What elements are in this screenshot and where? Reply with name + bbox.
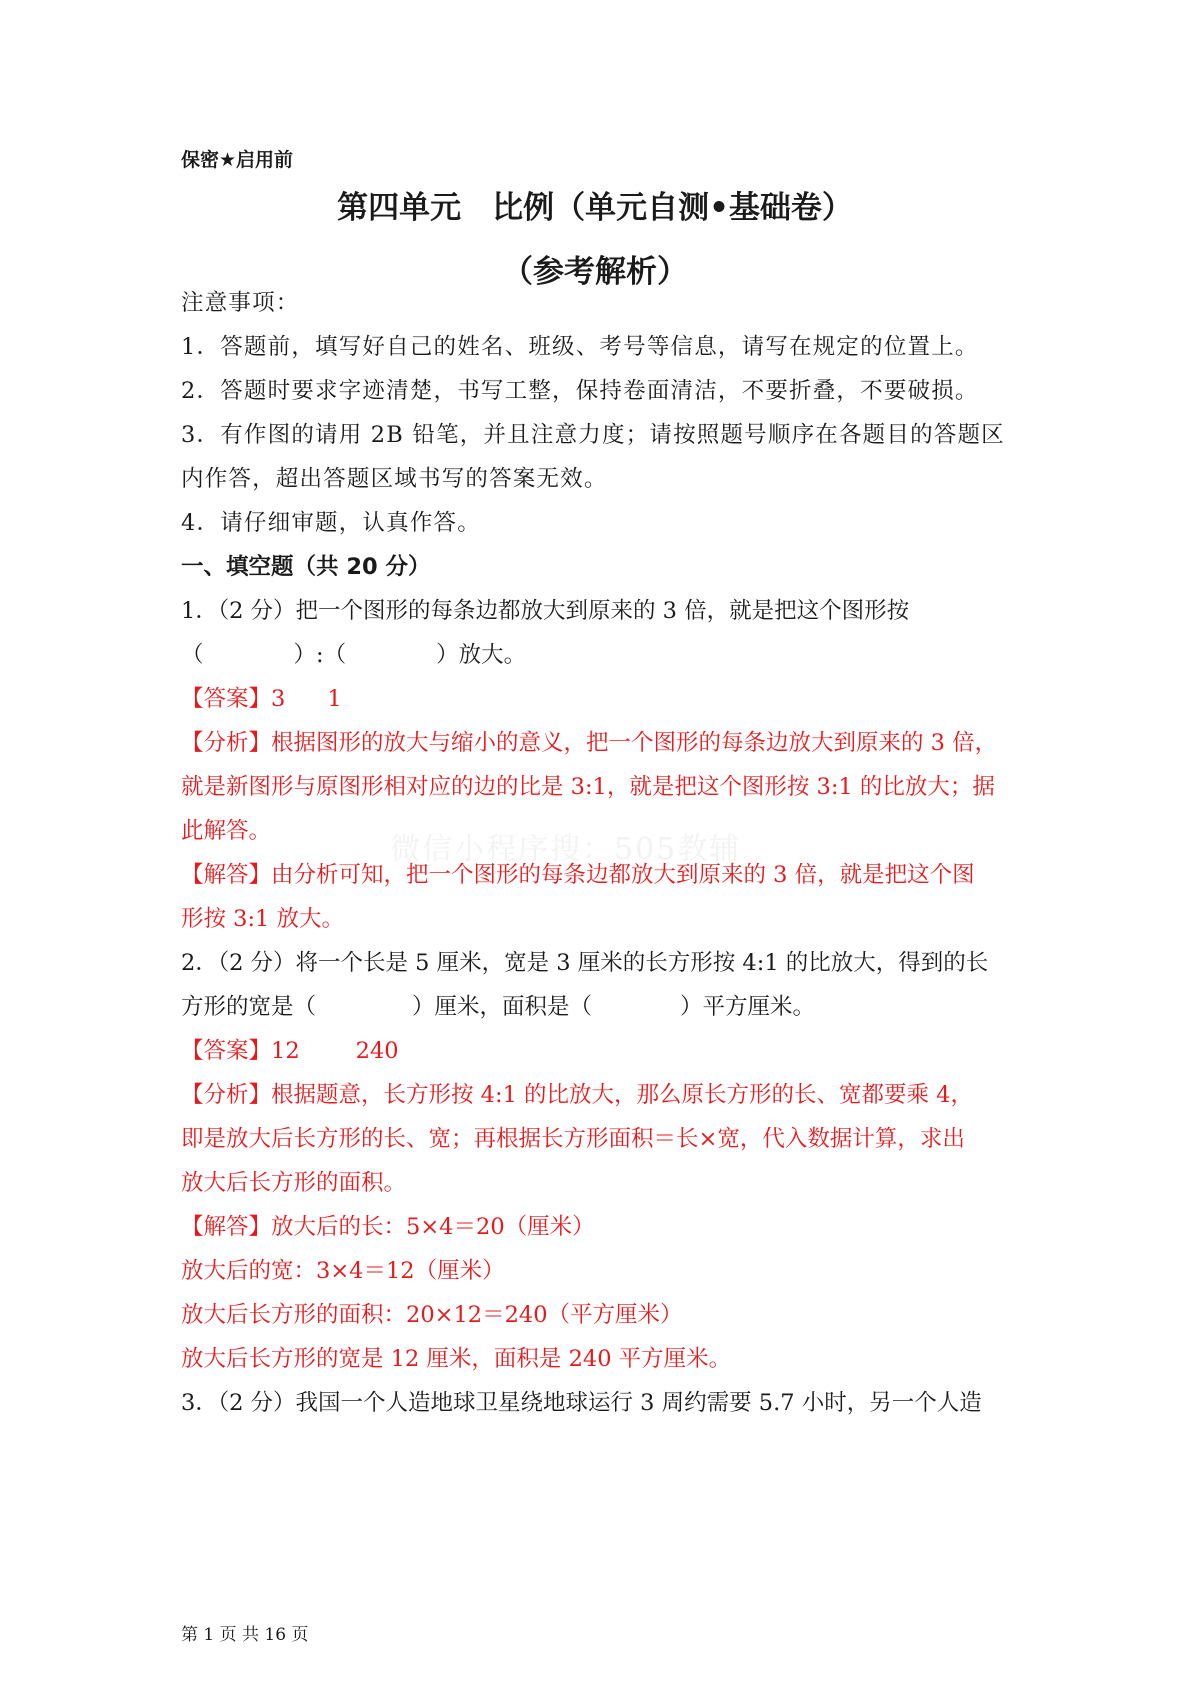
question-text: ）厘米，面积是（ [412, 994, 593, 1020]
question-2-text: 2．（2 分）将一个长是 5 厘米，宽是 3 厘米的长方形按 4:1 的比放大，得到的长 [181, 950, 989, 976]
notice-item-3-cont: 内作答，超出答题区域书写的答案无效。 [181, 466, 608, 492]
question-2-analysis-cont: 放大后长方形的面积。 [181, 1170, 407, 1196]
question-1-answer [181, 684, 342, 714]
answer-label: 【答案】 [181, 1038, 272, 1064]
notice-item-3: 3．有作图的请用 2B 铅笔，并且注意力度；请按照题号顺序在各题目的答题区 [181, 422, 1005, 448]
question-3-text: 3．（2 分）我国一个人造地球卫星绕地球运行 3 周约需要 5.7 小时，另一个人造 [181, 1390, 982, 1416]
question-text: ）平方厘米。 [680, 994, 816, 1020]
question-2-solution-cont: 放大后的宽：3×4＝12（厘米） [181, 1258, 505, 1284]
question-2-analysis-cont: 即是放大后长方形的长、宽；再根据长方形面积＝长×宽，代入数据计算，求出 [181, 1126, 965, 1152]
question-1-analysis-cont: 就是新图形与原图形相对应的边的比是 3:1，就是把这个图形按 3:1 的比放大；据 [181, 774, 995, 800]
paren-middle: ）:（ [293, 642, 347, 668]
solution-text: 放大后的长：5×4＝20（厘米） [271, 1214, 595, 1240]
analysis-text: 根据图形的放大与缩小的意义，把一个图形的每条边放大到原来的 3 倍， [271, 730, 998, 756]
answer-value: 240 [355, 1038, 399, 1064]
answer-value: 3 [271, 686, 286, 712]
question-1-solution-cont: 形按 3:1 放大。 [181, 906, 345, 932]
question-2-solution [181, 1212, 595, 1242]
page-title: 第四单元 比例（单元自测•基础卷） [337, 190, 853, 226]
notice-item-4: 4．请仔细审题，认真作答。 [181, 510, 481, 536]
question-text: 方形的宽是（ [181, 994, 317, 1020]
question-1-blanks [181, 640, 526, 670]
section-heading-fill-blank: 一、填空题（共 20 分） [181, 554, 431, 580]
solution-label: 【解答】 [181, 1214, 272, 1240]
confidential-label: 保密★启用前 [181, 149, 294, 171]
notice-item-1: 1．答题前，填写好自己的姓名、班级、考号等信息，请写在规定的位置上。 [181, 334, 979, 360]
analysis-label: 【分析】 [181, 1082, 272, 1108]
analysis-label: 【分析】 [181, 730, 272, 756]
answer-value: 1 [327, 686, 342, 712]
question-1-analysis-cont: 此解答。 [181, 818, 272, 844]
answer-label: 【答案】 [181, 686, 272, 712]
question-2-answer [181, 1036, 399, 1066]
paren-open: （ [181, 642, 204, 668]
page-footer: 第 1 页 共 16 页 [181, 1625, 309, 1645]
solution-label: 【解答】 [181, 862, 272, 888]
notice-heading: 注意事项： [181, 290, 300, 316]
watermark: 微信小程序搜：505教辅 [390, 832, 742, 867]
question-2-solution-cont: 放大后长方形的宽是 12 厘米，面积是 240 平方厘米。 [181, 1346, 732, 1372]
question-1-text: 1．（2 分）把一个图形的每条边都放大到原来的 3 倍，就是把这个图形按 [181, 598, 910, 624]
answer-value: 12 [271, 1038, 300, 1064]
page-subtitle: （参考解析） [502, 254, 688, 290]
question-2-blanks [181, 992, 815, 1022]
paren-close: ）放大。 [436, 642, 527, 668]
question-2-analysis [181, 1080, 973, 1110]
solution-text: 由分析可知，把一个图形的每条边都放大到原来的 3 倍，就是把这个图 [271, 862, 975, 888]
analysis-text: 根据题意，长方形按 4:1 的比放大，那么原长方形的长、宽都要乘 4， [271, 1082, 973, 1108]
question-2-solution-cont: 放大后长方形的面积：20×12＝240（平方厘米） [181, 1302, 683, 1328]
notice-item-2: 2．答题时要求字迹清楚，书写工整，保持卷面清洁，不要折叠，不要破损。 [181, 378, 979, 404]
question-1-analysis [181, 728, 997, 758]
